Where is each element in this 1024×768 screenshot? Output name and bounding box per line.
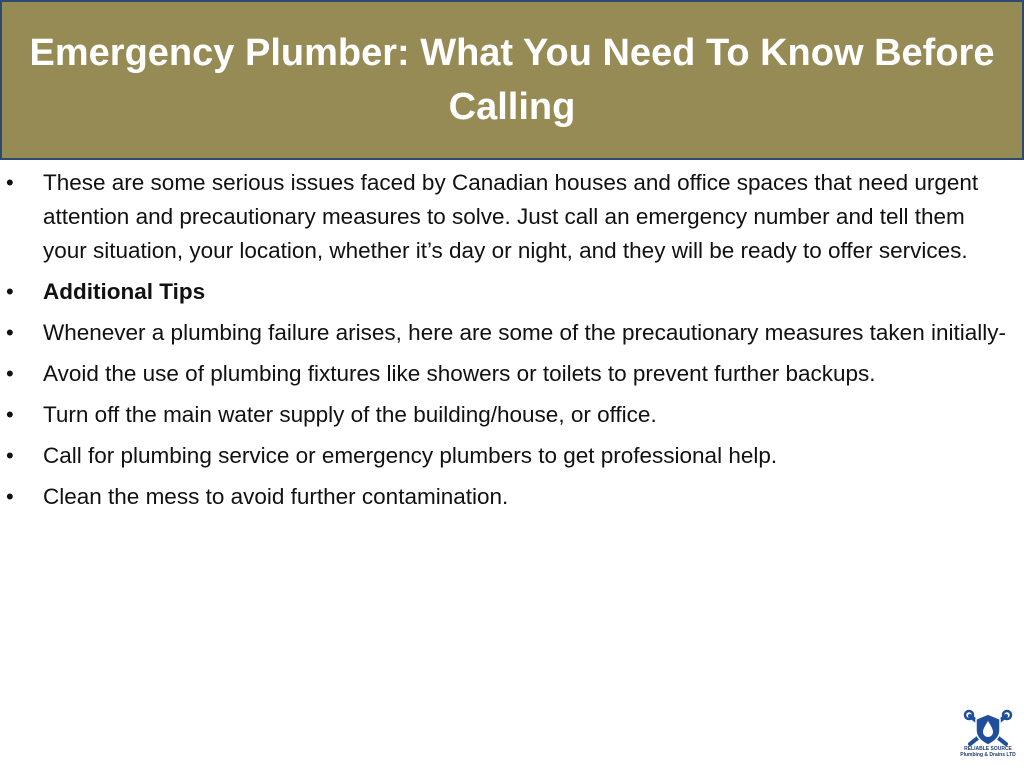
bullet-marker: • xyxy=(6,320,14,345)
bullet-text: Additional Tips xyxy=(43,279,206,304)
bullet-text: Call for plumbing service or emergency plumbers to get professional help. xyxy=(43,443,778,468)
bullet-text: Clean the mess to avoid further contamination. xyxy=(43,484,509,509)
bullet-item-additional-tips xyxy=(0,275,1024,309)
bullet-item-clean-mess xyxy=(0,480,1024,514)
bullet-marker: • xyxy=(6,484,14,509)
bullet-item-call-service xyxy=(0,439,1024,473)
bullet-item-water-supply xyxy=(0,398,1024,432)
bullet-text: These are some serious issues faced by Canadian houses and office spaces that need urgent attention and precautionary measures to solve. Just call an emergency number and tell them your situation, your location, whether it’s day or night, and they will be ready to offer services. xyxy=(43,170,979,263)
bullet-text: Avoid the use of plumbing fixtures like showers or toilets to prevent further backups. xyxy=(43,361,876,386)
logo-tagline: Plumbing & Drains LTD xyxy=(960,752,1016,758)
title-bar xyxy=(0,0,1024,160)
logo-caption xyxy=(954,746,1022,758)
logo-graphic xyxy=(965,711,1011,745)
slide-title: Emergency Plumber: What You Need To Know Before Calling xyxy=(29,32,995,128)
bullet-text: Whenever a plumbing failure arises, here are some of the precautionary measures taken initially- xyxy=(43,320,1006,345)
bullet-marker: • xyxy=(6,170,14,195)
bullet-text: Turn off the main water supply of the building/house, or office. xyxy=(43,402,657,427)
bullet-marker: • xyxy=(6,402,14,427)
bullet-list xyxy=(0,166,1024,521)
bullet-marker: • xyxy=(6,279,14,304)
logo-name: RELIABLE SOURCE xyxy=(964,746,1012,752)
bullet-marker: • xyxy=(6,361,14,386)
bullet-item-precautions xyxy=(0,316,1024,350)
bullet-item-intro xyxy=(0,166,1024,268)
bullet-marker: • xyxy=(6,443,14,468)
bullet-item-avoid-fixtures xyxy=(0,357,1024,391)
